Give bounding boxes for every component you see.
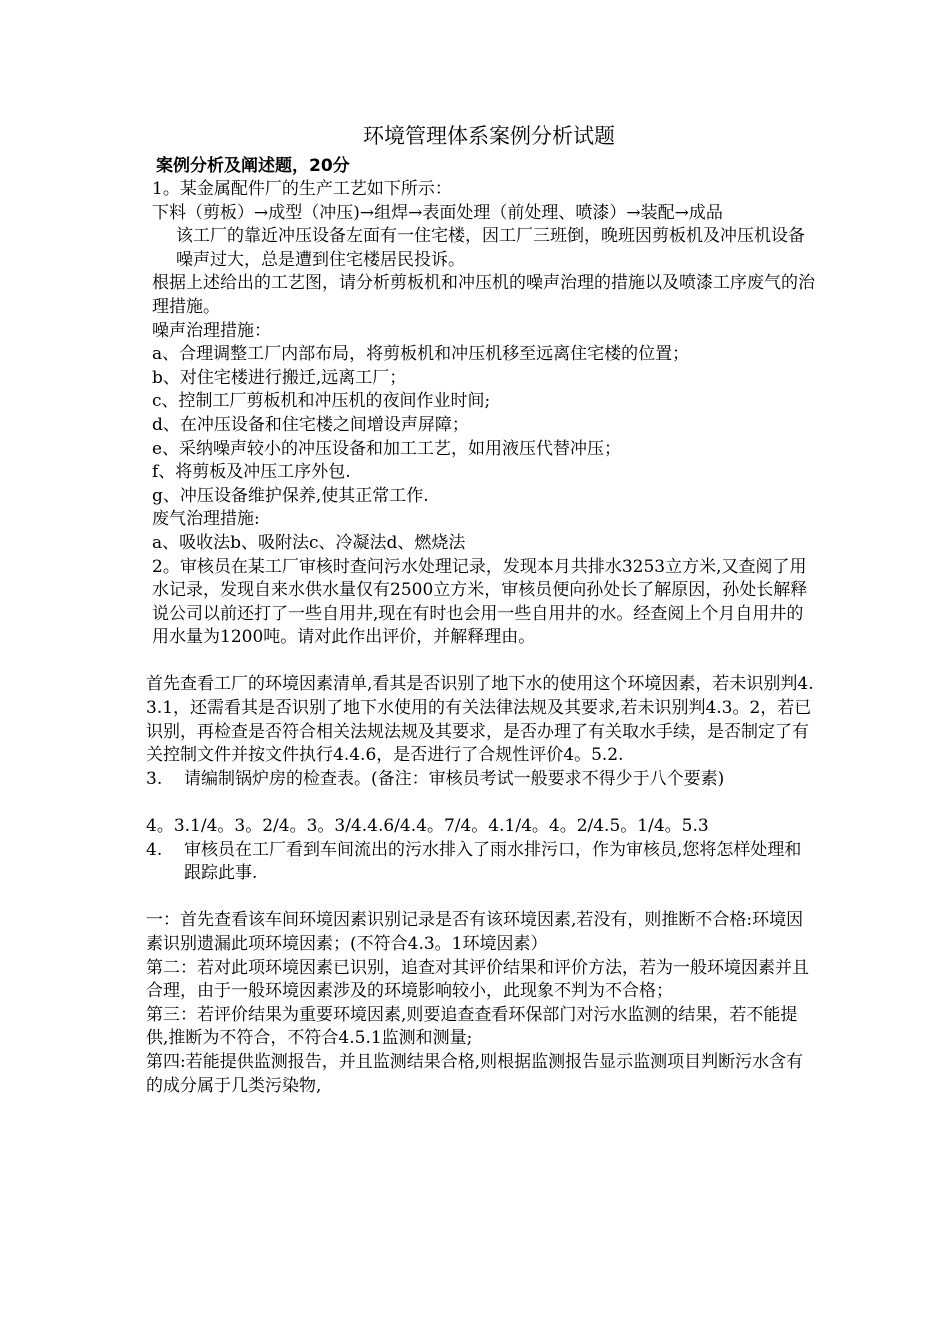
- q2-answer: 首先查看工厂的环境因素清单,看其是否识别了地下水的使用这个环境因素，若未识别判4.3.1，还需看其是否识别了地下水使用的有关法律法规及其要求,若未识别判4.3。2，若已识别，再检查是否符合相关法规法规及其要求，是否办理了有关取水手续，是否制定了有关控制文件并按文件执行4.4.6，是否进行了合规性评价4。5.2.: [146, 674, 814, 766]
- q1-question: 根据上述给出的工艺图，请分析剪板机和冲压机的噪声治理的措施以及喷漆工序废气的治理措施。: [152, 273, 815, 317]
- list-item: d、在冲压设备和住宅楼之间增设声屏障；: [152, 414, 469, 435]
- list-item: e、采纳噪声较小的冲压设备和加工工艺，如用液压代替冲压；: [152, 438, 622, 459]
- spacer: [146, 650, 818, 674]
- q1-gas-heading: 废气治理措施:: [152, 509, 260, 530]
- q4-question: 审核员在工厂看到车间流出的污水排入了雨水排污口，作为审核员,您将怎样处理和跟踪此事.: [184, 839, 802, 884]
- q1-background: 该工厂的靠近冲压设备左面有一住宅楼，因工厂三班倒，晚班因剪板机及冲压机设备噪声过大，总是遭到住宅楼居民投诉。: [176, 226, 805, 270]
- document-title: 环境管理体系案例分析试题: [363, 124, 615, 148]
- list-item: a、合理调整工厂内部布局，将剪板机和冲压机移至远离住宅楼的位置；: [152, 344, 690, 365]
- q4-number: 4.: [146, 839, 163, 860]
- q4-answer-4: 第四:若能提供监测报告，并且监测结果合格,则根据监测报告显示监测项目判断污水含有的成分属于几类污染物,: [146, 1051, 804, 1096]
- document-page: [146, 118, 818, 1098]
- list-item: g、冲压设备维护保养,使其正常工作.: [152, 485, 429, 506]
- spacer: [146, 886, 818, 910]
- q4-answer-1: 一：首先查看该车间环境因素识别记录是否有该环境因素,若没有，则推断不合格:环境因素识别遗漏此项环境因素；(不符合4.3。1环境因素）: [146, 910, 804, 954]
- q4-item: [146, 839, 818, 886]
- q2-question: 2。审核员在某工厂审核时查问污水处理记录，发现本月共排水3253立方米,又查阅了用水记录，发现自来水供水量仅有2500立方米，审核员便向孙处长了解原因，孙处长解释说公司以前还打了一些自用井,现在有时也会用一些自用井的水。经查阅上个月自用井的用水量为1200吨。请对此作出评价，并解释理由。: [152, 556, 808, 648]
- q3-answer: 4。3.1/4。3。2/4。3。3/4.4.6/4.4。7/4。4.1/4。4。2/4.5。1/4。5.3: [146, 816, 709, 837]
- list-item: c、控制工厂剪板机和冲压机的夜间作业时间;: [152, 391, 491, 412]
- q4-answer-2: 第二：若对此项环境因素已识别，追查对其评价结果和评价方法，若为一般环境因素并且合理，由于一般环境因素涉及的环境影响较小，此现象不判为不合格；: [146, 957, 809, 1002]
- q3-question: 请编制锅炉房的检查表。(备注：审核员考试一般要求不得少于八个要素): [184, 768, 725, 789]
- q3-number: 3.: [146, 768, 163, 789]
- spacer: [146, 791, 818, 815]
- q1-gas-items: a、吸收法b、吸附法c、冷凝法d、燃烧法: [152, 532, 466, 553]
- q4-answer-3: 第三：若评价结果为重要环境因素,则要追查查看环保部门对污水监测的结果，若不能提供,推断为不符合，不符合4.5.1监测和测量;: [146, 1004, 798, 1049]
- section-subtitle: 案例分析及阐述题，20分: [156, 156, 350, 176]
- list-item: b、对住宅楼进行搬迁,远离工厂；: [152, 367, 407, 388]
- q1-process: 下料（剪板）→成型（冲压)→组焊→表面处理（前处理、喷漆）→装配→成品: [152, 202, 723, 223]
- list-item: f、将剪板及冲压工序外包.: [152, 462, 351, 483]
- q1-intro: 1。某金属配件厂的生产工艺如下所示：: [152, 179, 452, 199]
- q3-item: [146, 768, 818, 792]
- q1-noise-heading: 噪声治理措施：: [152, 320, 271, 341]
